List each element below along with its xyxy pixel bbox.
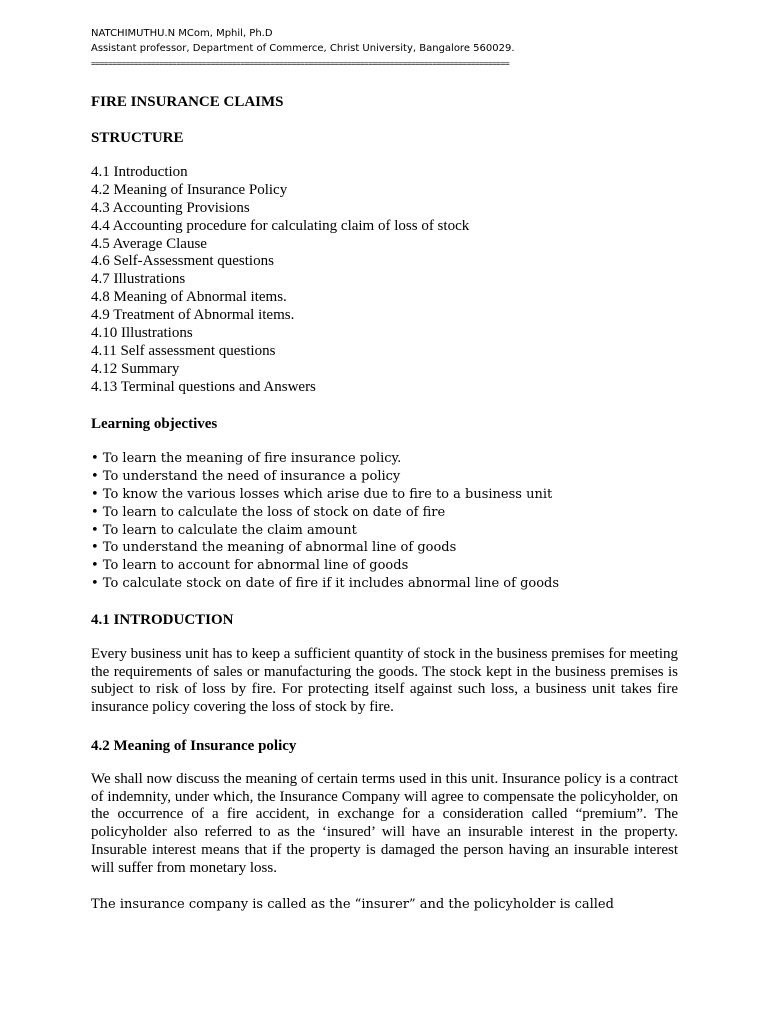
structure-item: 4.12 Summary bbox=[91, 360, 180, 377]
meaning-heading: 4.2 Meaning of Insurance policy bbox=[91, 738, 297, 754]
introduction-paragraph: Every business unit has to keep a sufficient quantity of stock in the business premises for meeting the requirements of sales or manufacturing the goods. The stock kept in the business premises is subject to risk of loss by fire. For protecting itself against such loss, a business unit takes fire insurance policy covering the loss of stock by fire. bbox=[91, 646, 678, 716]
separator-rule: ================================================================================================== bbox=[91, 59, 510, 68]
objective-item: • To understand the meaning of abnormal line of goods bbox=[91, 540, 457, 556]
structure-item: 4.7 Illustrations bbox=[91, 271, 186, 288]
objective-item: • To know the various losses which arise due to fire to a business unit bbox=[91, 486, 553, 502]
structure-item: 4.4 Accounting procedure for calculating claim of loss of stock bbox=[91, 217, 470, 234]
structure-item: 4.13 Terminal questions and Answers bbox=[91, 378, 316, 395]
objectives-heading: Learning objectives bbox=[91, 416, 218, 432]
structure-item: 4.10 Illustrations bbox=[91, 325, 193, 342]
objectives-list bbox=[91, 450, 559, 593]
introduction-heading: 4.1 INTRODUCTION bbox=[91, 612, 234, 628]
objective-item: • To calculate stock on date of fire if it includes abnormal line of goods bbox=[91, 576, 560, 592]
author-line: NATCHIMUTHU.N MCom, Mphil, Ph.D bbox=[91, 28, 273, 39]
structure-item: 4.3 Accounting Provisions bbox=[91, 199, 250, 216]
structure-heading: STRUCTURE bbox=[91, 130, 184, 146]
objective-item: • To understand the need of insurance a policy bbox=[91, 468, 401, 484]
objective-item: • To learn to calculate the claim amount bbox=[91, 522, 357, 538]
structure-item: 4.5 Average Clause bbox=[91, 235, 207, 252]
meaning-paragraph: We shall now discuss the meaning of certain terms used in this unit. Insurance policy is a contract of indemnity, under which, the Insurance Company will agree to compensate the policyholder, on the occurrence of a fire accident, in exchange for a consideration called “premium”. The policyholder also referred to as the ‘insured’ will have an insurable interest in the property. Insurable interest means that if the property is damaged the person having an insurable interest will suffer from monetary loss. bbox=[91, 771, 678, 876]
objective-item: • To learn to calculate the loss of stock on date of fire bbox=[91, 504, 446, 520]
structure-item: 4.6 Self-Assessment questions bbox=[91, 253, 274, 270]
structure-item: 4.9 Treatment of Abnormal items. bbox=[91, 307, 295, 324]
structure-item: 4.11 Self assessment questions bbox=[91, 342, 276, 359]
objective-item: • To learn to account for abnormal line of goods bbox=[91, 558, 409, 574]
affiliation-line: Assistant professor, Department of Commerce, Christ University, Bangalore 560029. bbox=[91, 43, 515, 54]
objective-item: • To learn the meaning of fire insurance policy. bbox=[91, 451, 402, 466]
structure-item: 4.8 Meaning of Abnormal items. bbox=[91, 289, 287, 306]
structure-list bbox=[91, 164, 469, 397]
document-title: FIRE INSURANCE CLAIMS bbox=[91, 94, 284, 110]
structure-item: 4.1 Introduction bbox=[91, 164, 188, 180]
structure-item: 4.2 Meaning of Insurance Policy bbox=[91, 181, 288, 198]
meaning-last-line: The insurance company is called as the “insurer” and the policyholder is called bbox=[91, 897, 614, 912]
